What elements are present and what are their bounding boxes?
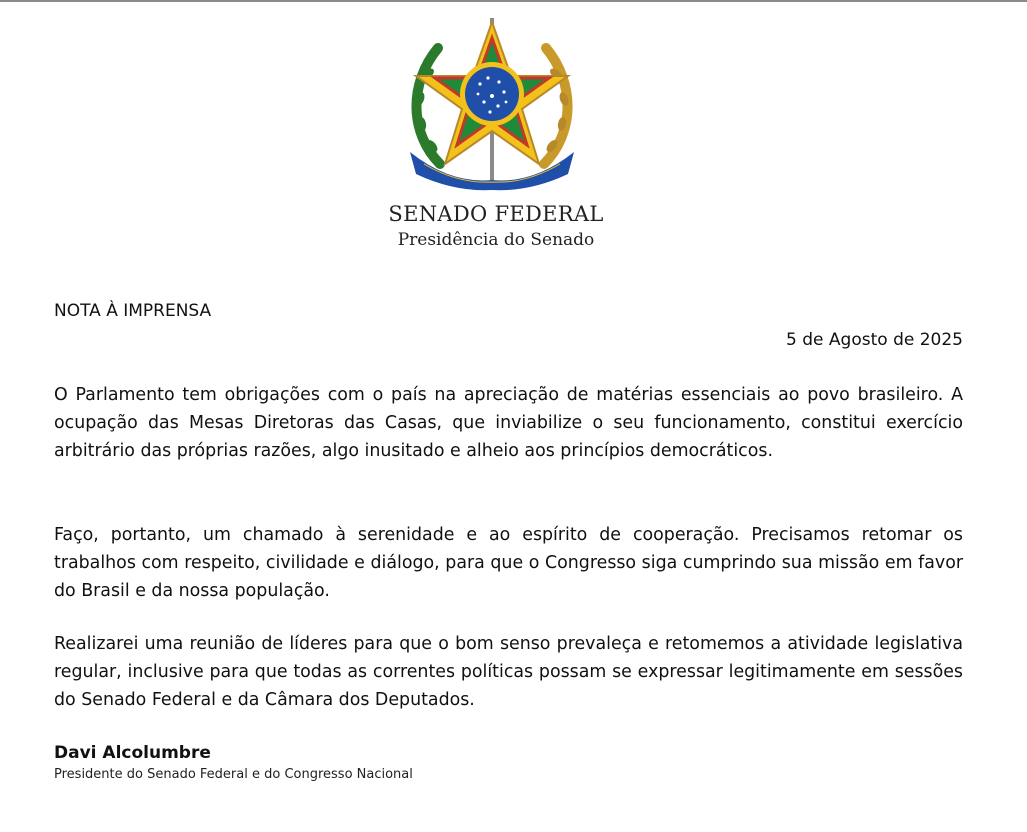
signature-name: Davi Alcolumbre xyxy=(54,743,211,763)
top-border xyxy=(0,0,1027,2)
signature-title: Presidente do Senado Federal e do Congresso Nacional xyxy=(54,767,413,782)
institution-header xyxy=(0,200,992,252)
coat-of-arms-icon xyxy=(400,14,584,192)
note-title: NOTA À IMPRENSA xyxy=(54,301,212,321)
paragraph-2: Faço, portanto, um chamado à serenidade e ao espírito de cooperação. Precisamos retomar os trabalhos com respeito, civilidade e diálogo, para que o Congresso siga cumprindo sua missão em favor do Brasil e da nossa população. xyxy=(54,525,963,601)
paragraph-3: Realizarei uma reunião de líderes para que o bom senso prevaleça e retomemos a atividade legislativa regular, inclusive para que todas as correntes políticas possam se expressar legitimamente em sessões do Senado Federal e da Câmara dos Deputados. xyxy=(54,634,963,710)
paragraph-1: O Parlamento tem obrigações com o país na apreciação de matérias essenciais ao povo brasileiro. A ocupação das Mesas Diretoras das Casas, que inviabilize o seu funcionamento, constitui exercício arbitrário das próprias razões, algo inusitado e alheio aos princípios democráticos. xyxy=(54,385,963,461)
institution-name: SENADO FEDERAL xyxy=(388,202,604,226)
note-date: 5 de Agosto de 2025 xyxy=(786,330,963,350)
office-name: Presidência do Senado xyxy=(397,230,595,250)
